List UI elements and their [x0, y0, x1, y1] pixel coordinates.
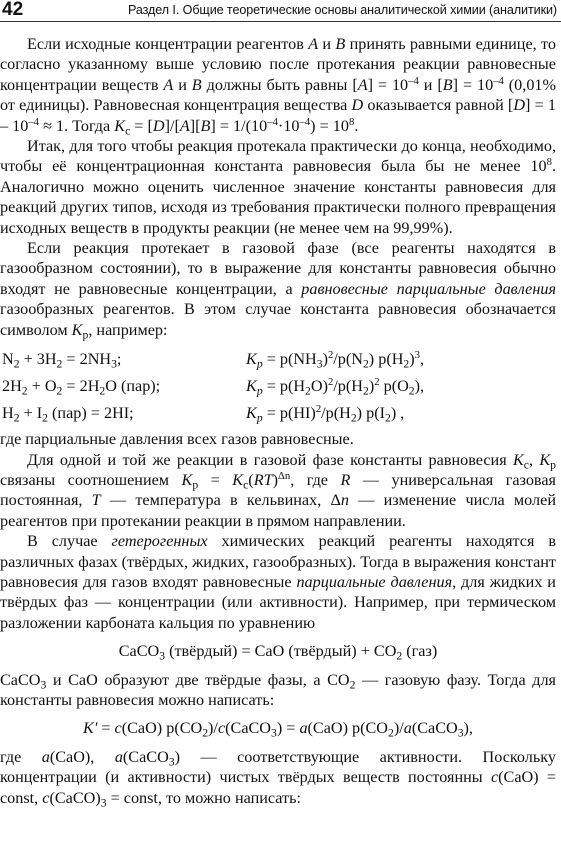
- kp-expression-1: $K_p = p(NH_3)^2/p(N_2)$ $p(H_2)^3$,: [246, 349, 425, 371]
- equation-row-2: [2, 373, 556, 400]
- kp-expression-3: $K_p = p(HI)^2/p(H_2)$ $p(I_2)$ ,: [246, 403, 405, 425]
- page-body: [0, 34, 556, 808]
- equation-row-1: [2, 346, 556, 373]
- header-rule: [0, 21, 561, 22]
- caco3-decomposition-equation: CaCO$_3$ (твёрдый) = CaO (твёрдый) + $CO_2$ (газ): [118, 642, 438, 663]
- paragraph-2: Итак, для того чтобы реакция протекала практически до конца, необходимо, чтобы её концентрационная константа равновесия была бы не менее $10^8$. Аналогично можно оценить численное значение константы равновесия для реакций других типов, исходя из требования практически полного превращения исходных веществ в продукты реакции (не менее чем на 99,99%).: [0, 137, 556, 237]
- reaction-1: $N_2 + 3H_2 = 2NH_3$;: [2, 350, 122, 371]
- running-head: Раздел I. Общие теоретические основы аналитической химии (аналитики): [128, 3, 558, 17]
- paragraph-1: Если исходные концентрации реагентов A и B принять равными единице, то согласно указанному выше условию после протекания реакции равновесные концентрации веществ A и B должны быть равны $[A] = 10^{-4}$ и $[B] = 10^{-4}$ (0,01% от единицы). Равновесная концентрация вещества D оказывается равной $[D] = 1 - 10^{-4} \approx 1$. Тогда $K_c = [D]/[A][B] = 1/(10^{-4}\cdot 10^{-4}) = 10^8$.: [0, 35, 556, 137]
- paragraph-5: Для одной и той же реакции в газовой фазе константы равновесия $K_c$, $K_p$ связаны соотношением $K_p = K_c(RT)^{\Delta n}$, где R — универсальная газовая постоянная, T — температура в кельвинах, Δn — изменение числа молей реагентов при протекании реакции в прямом направлении.: [0, 450, 556, 530]
- paragraph-8: где a(CaO), a(CaCO$_3$) — соответствующие активности. Поскольку концентрации (и активности) чистых твёрдых веществ постоянны c(CaO) = const, $c(CaCO)_3$ = const, то можно написать:: [0, 747, 556, 809]
- paragraph-3: Если реакция протекает в газовой фазе (все реагенты находятся в газообразном состоянии), то в выражение для константы равновесия обычно входят не равновесные концентрации, а равновесные парциальные давления газообразных реагентов. В этом случае константа равновесия обозначается символом $K_p$, например:: [0, 239, 556, 341]
- reaction-2: $2H_2 + O_2 = 2H_2O$ (пар);: [2, 377, 161, 398]
- paragraph-4: где парциальные давления всех газов равновесные.: [0, 430, 354, 449]
- paragraph-6: В случае гетерогенных химических реакций реагенты находятся в различных фазах (твёрдых, жидких, газообразных). Тогда в выражения констант равновесия для газов входят равновесные парциальные давления, для жидких и твёрдых фаз — концентрации (или активности). Например, при термическом разложении карбоната кальция по уравнению: [0, 532, 557, 632]
- page-number: 42: [2, 0, 24, 20]
- paragraph-7: CaCO$_3$ и CaO образуют две твёрдые фазы, а $CO_2$ — газовую фазу. Тогда для константы равновесия можно написать:: [0, 670, 556, 709]
- page-header: [0, 0, 561, 22]
- reaction-3: $H_2 + I_2$ (пар) = 2HI;: [2, 404, 134, 425]
- equation-row-3: [2, 400, 556, 427]
- gas-equations: [2, 346, 556, 427]
- kp-expression-2: $K_p = p(H_2O)^2/p(H_2)^2$ $p(O_2)$,: [246, 376, 425, 398]
- equilibrium-constant-equation: K' = c(CaO) $p(CO_2)/c(CaCO_3) = a(CaO)$ $p(CO_2)/a(CaCO_3)$,: [83, 719, 473, 740]
